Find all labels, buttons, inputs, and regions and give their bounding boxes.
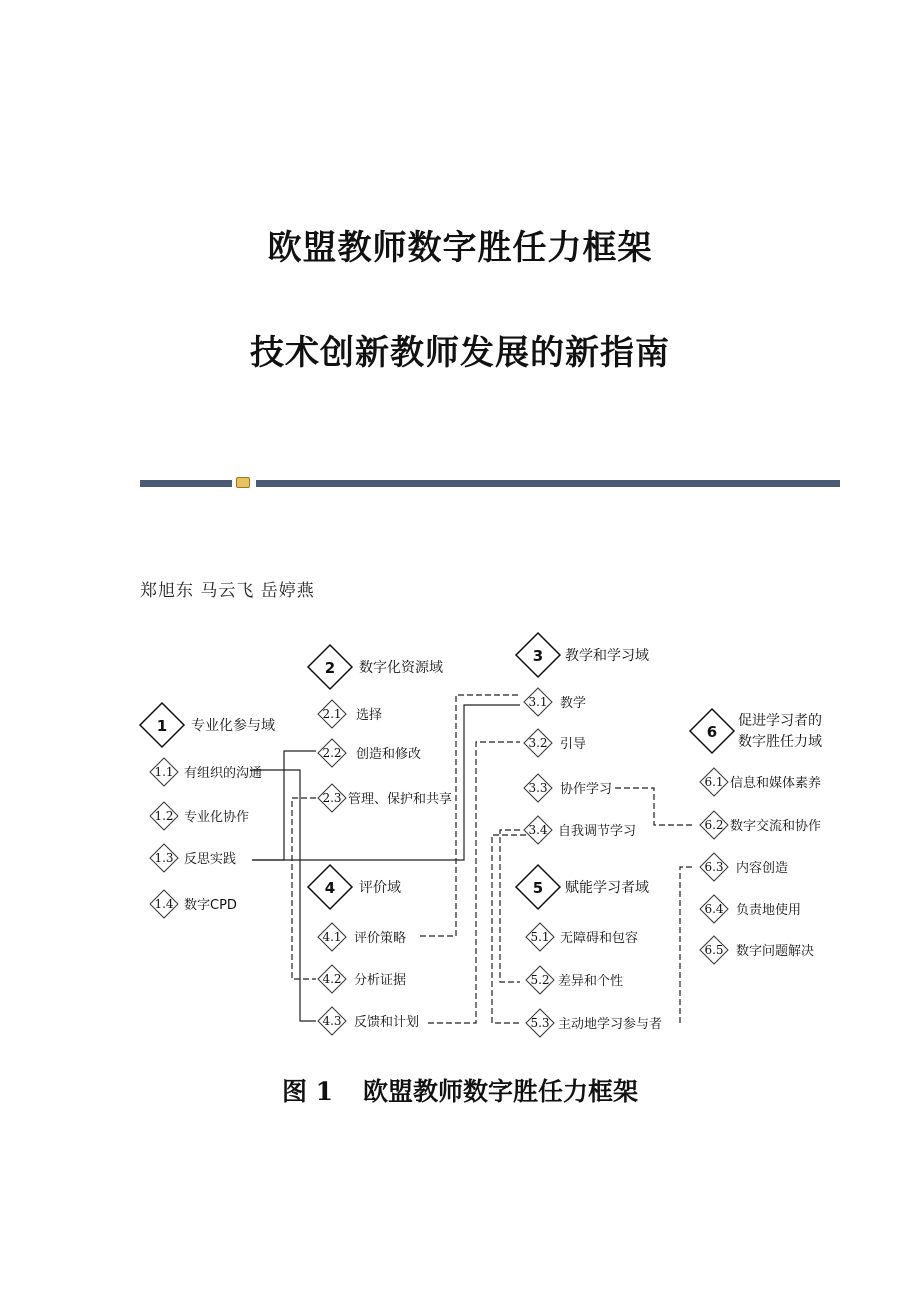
- item-6-2-number: 6.2: [704, 818, 724, 832]
- item-5-2-label: 差异和个性: [558, 974, 624, 989]
- framework-diagram: [0, 625, 920, 1045]
- item-3-1: [524, 688, 586, 716]
- title-divider-right: [256, 480, 840, 487]
- domain-2-header: [308, 645, 443, 689]
- item-3-4: [524, 816, 636, 844]
- domain-4-number: 4: [324, 879, 336, 897]
- item-4-3-label: 反馈和计划: [354, 1015, 420, 1030]
- domain-1-label: 专业化参与域: [191, 718, 275, 734]
- domain-4-header: [308, 865, 401, 909]
- title-divider-left: [140, 480, 232, 487]
- figure-caption-number: 图 1: [281, 1077, 334, 1106]
- item-6-4: [700, 895, 801, 923]
- item-6-3-label: 内容创造: [736, 861, 789, 876]
- domain-4-label: 评价域: [359, 880, 401, 896]
- authors-line: 郑旭东 马云飞 岳婷燕: [140, 581, 315, 601]
- item-4-1-label: 评价策略: [354, 931, 407, 946]
- item-3-3: [524, 774, 612, 802]
- item-5-1: [526, 923, 638, 951]
- item-1-2-number: 1.2: [154, 809, 174, 823]
- item-2-1: [318, 700, 382, 728]
- item-6-4-label: 负责地使用: [736, 903, 802, 918]
- item-3-3-label: 协作学习: [560, 782, 613, 797]
- connector-3-4-to-5-3: [492, 835, 526, 1023]
- item-5-1-number: 5.1: [530, 930, 550, 944]
- figure-caption: [0, 1072, 920, 1108]
- item-1-4-number: 1.4: [154, 897, 174, 911]
- item-4-2-label: 分析证据: [354, 973, 407, 988]
- domain-5-number: 5: [532, 879, 544, 897]
- item-3-2-number: 3.2: [528, 736, 548, 750]
- item-6-1-number: 6.1: [704, 775, 724, 789]
- item-1-2: [150, 802, 249, 830]
- domain-6-label-line2: 数字胜任力域: [738, 734, 822, 750]
- domain-6-number: 6: [706, 723, 718, 741]
- item-6-1: [700, 768, 821, 796]
- item-5-3-number: 5.3: [530, 1016, 550, 1030]
- item-2-2-number: 2.2: [322, 746, 342, 760]
- item-6-2: [700, 811, 821, 839]
- domain-1-header: [140, 703, 275, 747]
- item-2-1-label: 选择: [356, 708, 383, 723]
- item-6-2-label: 数字交流和协作: [730, 819, 822, 834]
- item-2-1-number: 2.1: [322, 707, 342, 721]
- connector-1-3-to-3-1: [252, 705, 520, 860]
- item-1-3-label: 反思实践: [184, 852, 237, 867]
- item-1-4-label: 数字CPD: [184, 898, 237, 913]
- domain-2-number: 2: [324, 659, 336, 677]
- item-6-4-number: 6.4: [704, 902, 724, 916]
- item-4-2-number: 4.2: [322, 972, 342, 986]
- item-2-3-label: 管理、保护和共享: [348, 792, 453, 807]
- item-5-3-label: 主动地学习参与者: [558, 1017, 663, 1032]
- item-6-5-number: 6.5: [704, 943, 724, 957]
- connector-1-1-to-4-3: [250, 770, 316, 1021]
- connector-4-3-to-3-2: [428, 742, 520, 1023]
- domain-1-number: 1: [156, 717, 168, 735]
- item-3-1-number: 3.1: [528, 695, 548, 709]
- item-2-3: [318, 784, 452, 812]
- item-4-1: [318, 923, 406, 951]
- item-6-1-label: 信息和媒体素养: [730, 776, 822, 791]
- domain-3-header: [516, 633, 649, 677]
- item-1-4: [150, 890, 237, 918]
- domain-6-header: [690, 709, 822, 753]
- item-1-3-number: 1.3: [154, 851, 174, 865]
- domain-6-label-line1: 促进学习者的: [738, 713, 822, 729]
- domain-2-label: 数字化资源域: [359, 660, 443, 676]
- item-1-1: [150, 758, 262, 786]
- divider-ornament-icon: [236, 477, 250, 488]
- domain-3-label: 教学和学习域: [565, 648, 649, 664]
- item-3-3-number: 3.3: [528, 781, 548, 795]
- item-3-1-label: 教学: [560, 696, 587, 711]
- item-4-1-number: 4.1: [322, 930, 342, 944]
- item-1-1-number: 1.1: [154, 765, 174, 779]
- connector-5-3-to-6-3: [680, 867, 694, 1023]
- figure-caption-text: 欧盟教师数字胜任力框架: [363, 1077, 639, 1106]
- item-4-3: [318, 1007, 419, 1035]
- item-5-1-label: 无障碍和包容: [560, 931, 639, 946]
- domain-5-header: [516, 865, 649, 909]
- item-3-2: [524, 729, 586, 757]
- item-4-3-number: 4.3: [322, 1014, 342, 1028]
- item-1-1-label: 有组织的沟通: [184, 766, 263, 781]
- item-2-2: [318, 739, 421, 767]
- item-5-2-number: 5.2: [530, 973, 550, 987]
- item-2-2-label: 创造和修改: [356, 747, 422, 762]
- item-3-4-label: 自我调节学习: [558, 824, 637, 839]
- item-6-5: [700, 936, 814, 964]
- item-2-3-number: 2.3: [322, 791, 342, 805]
- connector-2-2-to-1-3: [252, 722, 472, 860]
- item-6-3-number: 6.3: [704, 860, 724, 874]
- item-5-3: [526, 1009, 662, 1037]
- item-3-4-number: 3.4: [528, 823, 548, 837]
- item-3-2-label: 引导: [560, 737, 587, 752]
- document-title-line1: 欧盟教师数字胜任力框架: [267, 228, 653, 268]
- domain-5-label: 赋能学习者域: [565, 880, 649, 896]
- connector-4-1-to-3-1: [420, 695, 520, 936]
- item-1-3: [150, 844, 236, 872]
- item-1-2-label: 专业化协作: [184, 810, 250, 825]
- item-5-2: [526, 966, 623, 994]
- connector-3-4-to-5-2: [500, 830, 520, 982]
- item-6-5-label: 数字问题解决: [736, 944, 815, 959]
- item-4-2: [318, 965, 406, 993]
- connector-3-3-to-6-2: [615, 788, 694, 825]
- item-6-3: [700, 853, 788, 881]
- document-title-line2: 技术创新教师发展的新指南: [250, 333, 670, 373]
- domain-3-number: 3: [532, 647, 544, 665]
